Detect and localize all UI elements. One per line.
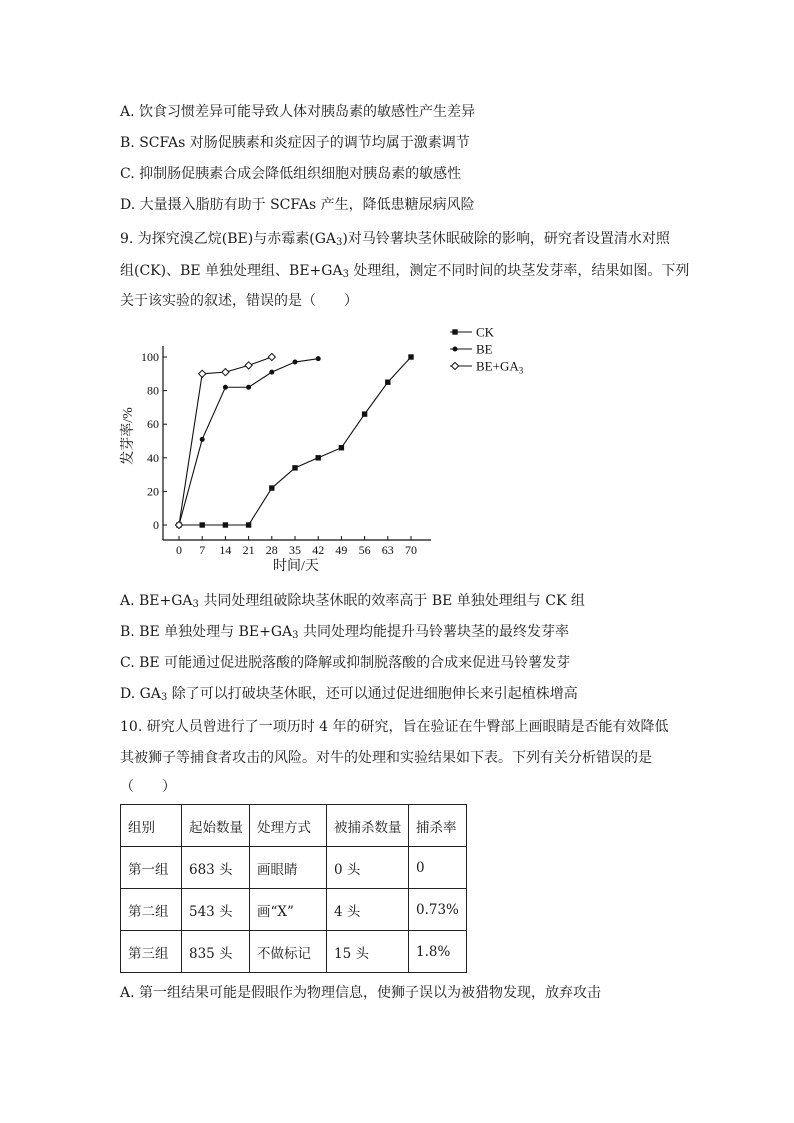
q10-stem-line-2: 其被狮子等捕食者攻击的风险。对牛的处理和实验结果如下表。下列有关分析错误的是 bbox=[120, 750, 652, 766]
table-header-cell: 起始数量 bbox=[182, 805, 250, 847]
q8-option-b: B. SCFAs 对肠促胰素和炎症因子的调节均属于激素调节 bbox=[120, 135, 470, 151]
legend-label: CK bbox=[476, 324, 495, 340]
data-point-circle bbox=[293, 360, 298, 365]
data-point-diamond bbox=[268, 353, 275, 360]
table-cell: 15 头 bbox=[327, 931, 409, 973]
y-tick-label: 80 bbox=[147, 383, 159, 398]
y-tick-label: 100 bbox=[141, 350, 159, 364]
table-cell: 不做标记 bbox=[250, 931, 327, 973]
table-header-cell: 被捕杀数量 bbox=[327, 805, 409, 847]
q8-option-a: A. 饮食习惯差异可能导致人体对胰岛素的敏感性产生差异 bbox=[120, 104, 476, 120]
q9-stem-line-2: 组(CK)、BE 单独处理组、$BE+GA_3$ 处理组，测定不同时间的块茎发芽率，结果如图。下列 bbox=[120, 263, 690, 280]
table-row bbox=[121, 889, 467, 931]
table-cell: 0 头 bbox=[327, 847, 409, 889]
data-point-square bbox=[200, 522, 205, 527]
table-cell: 543 头 bbox=[182, 889, 250, 931]
table-cell: 4 头 bbox=[327, 889, 409, 931]
data-point-square bbox=[408, 354, 413, 359]
x-tick-label: 14 bbox=[219, 543, 232, 557]
x-tick-label: 35 bbox=[289, 543, 301, 557]
q9-option-d: D. $GA_3$ 除了可以打破块茎休眠，还可以通过促进细胞伸长来引起植株增高 bbox=[120, 686, 578, 703]
table-cell: 0.73% bbox=[409, 889, 467, 931]
y-tick-label: 0 bbox=[153, 518, 159, 532]
data-point-diamond bbox=[222, 369, 229, 376]
x-tick-label: 42 bbox=[312, 543, 325, 557]
chart-y-axis-label: 发芽率/% bbox=[121, 407, 136, 465]
data-point-square bbox=[362, 411, 367, 416]
x-tick-label: 0 bbox=[176, 543, 182, 557]
legend-label: BE bbox=[476, 341, 493, 357]
x-tick-label: 49 bbox=[335, 543, 348, 557]
data-point-square bbox=[385, 380, 390, 385]
q10-option-a: A. 第一组结果可能是假眼作为物理信息，使狮子误以为被猎物发现，放弃攻击 bbox=[120, 985, 602, 1001]
q10-stem-line-3: （ ） bbox=[120, 779, 176, 795]
germination-chart bbox=[110, 318, 550, 580]
series-line-be-ga bbox=[179, 357, 272, 525]
table-row bbox=[121, 931, 467, 973]
table-cell: 0 bbox=[409, 847, 467, 889]
data-point-square bbox=[246, 522, 251, 527]
data-point-circle bbox=[246, 385, 251, 390]
data-point-diamond bbox=[199, 370, 206, 377]
legend-label-subscript: 3 bbox=[518, 365, 524, 376]
table-row bbox=[121, 847, 467, 889]
table-cell: 683 头 bbox=[182, 847, 250, 889]
table-cell: 1.8% bbox=[409, 931, 467, 973]
x-tick-label: 56 bbox=[358, 543, 371, 557]
data-point-square bbox=[223, 522, 228, 527]
table-cell: 第三组 bbox=[121, 931, 182, 973]
data-point-circle bbox=[316, 356, 321, 361]
table-header-cell: 处理方式 bbox=[250, 805, 327, 847]
x-tick-label: 28 bbox=[265, 543, 278, 557]
x-tick-label: 70 bbox=[405, 543, 417, 557]
table-cell: 画“X” bbox=[250, 889, 327, 931]
q9-option-c: C. BE 可能通过促进脱落酸的降解或抑制脱落酸的合成来促进马铃薯发芽 bbox=[120, 655, 571, 671]
data-point-square bbox=[316, 455, 321, 460]
q9-option-b: B. BE 单独处理与 $BE+GA_3$ 共同处理均能提升马铃薯块茎的最终发芽率 bbox=[120, 624, 569, 641]
series-line-ck bbox=[179, 357, 411, 525]
q10-results-table bbox=[120, 804, 467, 973]
legend-label: $BE+GA_3$ bbox=[476, 358, 524, 376]
table-cell: 第一组 bbox=[121, 847, 182, 889]
table-cell: 835 头 bbox=[182, 931, 250, 973]
q9-stem-line-3: 关于该实验的叙述，错误的是（ ） bbox=[120, 293, 358, 309]
table-header-row bbox=[121, 805, 467, 847]
q8-option-d: D. 大量摄入脂肪有助于 SCFAs 产生，降低患糖尿病风险 bbox=[120, 197, 475, 213]
y-tick-label: 60 bbox=[147, 417, 159, 432]
q10-stem-line-1: 10. 研究人员曾进行了一项历时 4 年的研究，旨在验证在牛臀部上画眼睛是否能有效降低 bbox=[120, 719, 669, 735]
data-point-square bbox=[292, 465, 297, 470]
chart-x-axis-label: 时间/天 bbox=[273, 559, 319, 574]
data-point-diamond bbox=[245, 362, 252, 369]
chart-legend bbox=[450, 325, 524, 376]
q8-option-c: C. 抑制肠促胰素合成会降低组织细胞对胰岛素的敏感性 bbox=[120, 166, 462, 182]
table-cell: 第二组 bbox=[121, 889, 182, 931]
x-tick-label: 21 bbox=[242, 543, 255, 557]
data-point-square bbox=[339, 445, 344, 450]
y-tick-label: 20 bbox=[147, 484, 159, 499]
chart-plot-area bbox=[175, 353, 413, 528]
data-point-circle bbox=[453, 347, 458, 352]
data-point-circle bbox=[269, 370, 274, 375]
q9-stem-line-1: 9. 为探究溴乙烷(BE)与赤霉素$(GA_3)$对马铃薯块茎休眠破除的影响，研究者设置清水对照 bbox=[120, 231, 670, 248]
table-header-cell: 捕杀率 bbox=[409, 805, 467, 847]
y-tick-label: 40 bbox=[147, 450, 159, 465]
series-line-be bbox=[179, 359, 318, 525]
table-cell: 画眼睛 bbox=[250, 847, 327, 889]
q9-option-a: A. $BE+GA_3$ 共同处理组破除块茎休眠的效率高于 BE 单独处理组与 CK 组 bbox=[120, 593, 585, 610]
data-point-square bbox=[269, 485, 274, 490]
data-point-diamond bbox=[451, 362, 458, 369]
x-tick-label: 63 bbox=[381, 543, 394, 557]
data-point-circle bbox=[223, 385, 228, 390]
data-point-circle bbox=[200, 437, 205, 442]
data-point-square bbox=[452, 329, 457, 334]
table-header-cell: 组别 bbox=[121, 805, 182, 847]
x-tick-label: 7 bbox=[199, 543, 206, 557]
